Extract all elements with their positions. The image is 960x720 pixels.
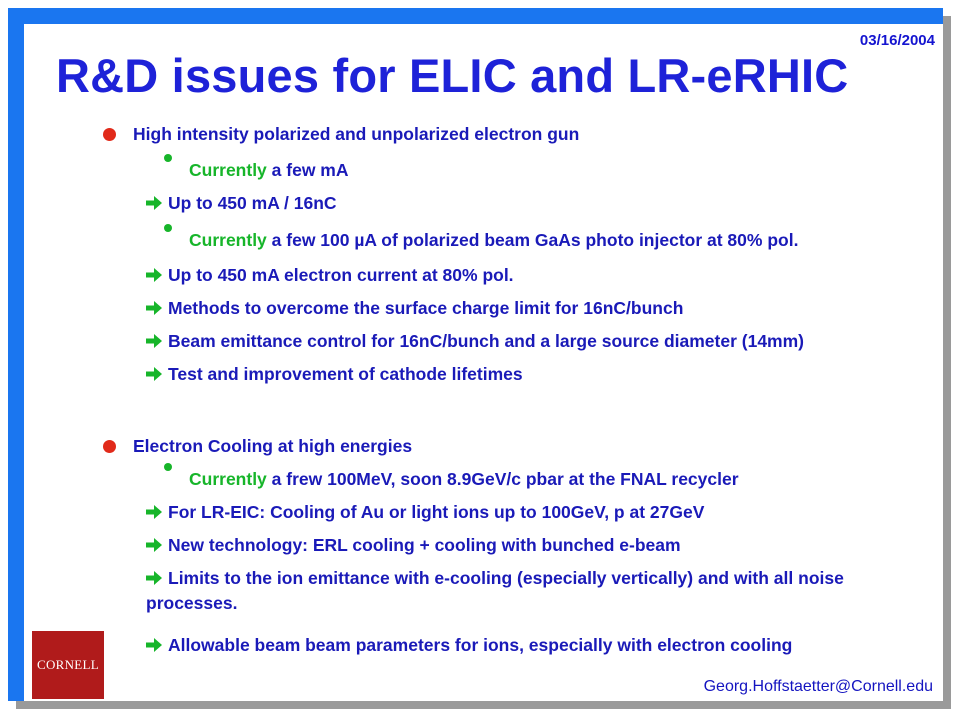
slide-title: R&D issues for ELIC and LR-eRHIC [56,49,849,102]
green-dot-bullet-icon [164,463,172,471]
green-right-arrow-icon [146,268,162,282]
list-item [146,535,681,556]
list-item [189,160,349,181]
cornell-logo [32,631,104,699]
green-right-arrow-icon [146,301,162,315]
green-right-arrow-icon [146,538,162,552]
green-right-arrow-icon [146,334,162,348]
slide-content [24,24,943,701]
green-right-arrow-icon [146,505,162,519]
green-right-arrow-icon [146,196,162,210]
list-item [146,502,704,523]
list-item [146,635,792,656]
section-heading-cooling [133,436,412,457]
item-text: Up to 450 mA / 16nC [168,193,337,213]
section-heading-text: Electron Cooling at high energies [133,436,413,456]
item-text: New technology: ERL cooling + cooling with bunched e-beam [168,535,681,555]
list-item [146,193,337,214]
highlight-text: Currently [189,230,267,250]
section-heading-gun [133,124,579,145]
author-email: Georg.Hoffstaetter@Cornell.edu [703,678,933,695]
list-item [146,364,523,385]
list-item [146,298,683,319]
item-text: Up to 450 mA electron current at 80% pol. [168,265,514,285]
green-right-arrow-icon [146,638,162,652]
green-right-arrow-icon [146,571,162,585]
item-text: Test and improvement of cathode lifetimes [168,364,523,384]
highlight-text: Currently [189,469,267,489]
slide [24,24,943,701]
item-text: a frew 100MeV, soon 8.9GeV/c pbar at the FNAL recycler [266,469,739,489]
list-item [146,265,514,286]
item-text: For LR-EIC: Cooling of Au or light ions up to 100GeV, p at 27GeV [168,502,705,522]
logo-text: CORNELL [36,657,100,672]
item-text: a few mA [266,160,349,180]
item-text: Methods to overcome the surface charge limit for 16nC/bunch [168,298,684,318]
highlight-text: Currently [189,160,267,180]
list-item [189,469,739,490]
item-text: a few 100 µA of polarized beam GaAs photo injector at 80% pol. [266,230,799,250]
list-item [146,331,804,352]
slide-date: 03/16/2004 [859,32,935,49]
list-item [189,230,798,251]
item-text: Beam emittance control for 16nC/bunch and a large source diameter (14mm) [168,331,805,351]
red-circle-bullet-icon [103,128,116,141]
section-heading-text: High intensity polarized and unpolarized electron gun [133,124,580,144]
green-right-arrow-icon [146,367,162,381]
list-item [146,566,906,616]
green-dot-bullet-icon [164,224,172,232]
green-dot-bullet-icon [164,154,172,162]
slide-frame [8,8,943,701]
item-text: Limits to the ion emittance with e-cooling (especially vertically) and with all noise processes. [146,568,844,613]
item-text: Allowable beam beam parameters for ions, especially with electron cooling [168,635,793,655]
red-circle-bullet-icon [103,440,116,453]
